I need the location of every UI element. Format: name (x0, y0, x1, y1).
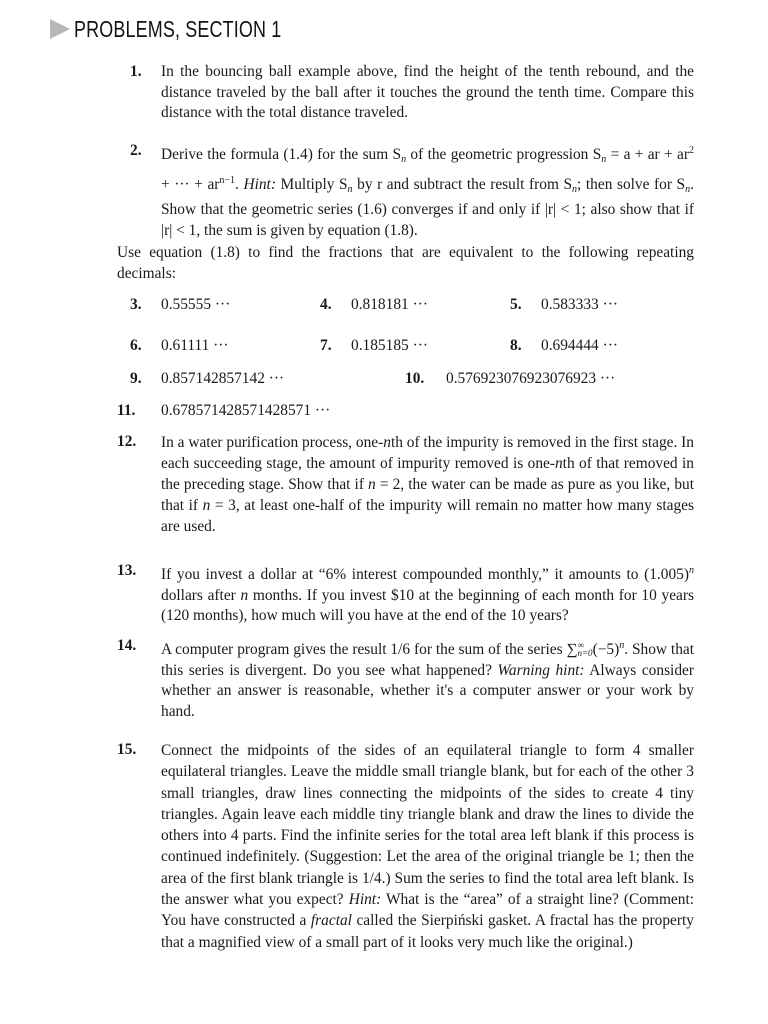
problem-8: 8. 0.694444 ··· (510, 337, 618, 354)
problem-number: 12. (117, 433, 137, 450)
section-header (50, 14, 340, 44)
problem-3: 3. 0.55555 ··· (130, 296, 231, 313)
section-title: PROBLEMS, SECTION 1 (74, 15, 282, 42)
problem-12 (117, 432, 694, 537)
problem-text: Derive the formula (1.4) for the sum Sn of the geometric progression Sn = a + ar + $ar^2$ + ··· + $ar^{n-1}$. Hint: Multiply Sn by r and subtract the result from Sn; then solve for Sn. Show that the geometric series (1.6) converges if and only if |r| < 1; also show that if |r| < 1, the sum is given by equation (1.8). (161, 145, 694, 239)
problem-number: 13. (117, 562, 137, 579)
warning-hint-label: Warning hint: (497, 661, 585, 679)
problem-number: 15. (117, 741, 137, 758)
repeating-decimals-intro: Use equation (1.8) to find the fractions that are equivalent to the following repeating decimals: (117, 244, 694, 282)
problem-11: 11. 0.678571428571428571 ··· (117, 402, 331, 419)
hint-label: Hint: (348, 891, 382, 909)
hint-label: Hint: (243, 175, 276, 193)
problem-2 (130, 141, 694, 241)
problem-9: 9. 0.857142857142 ··· (130, 370, 285, 387)
problem-text: If you invest a dollar at “6% interest compounded monthly,” it amounts to $(1.005)^n$ dollars after n months. If you invest $10 at the beginning of each month for 10 years (120 months), how much will you have at the end of the 10 years? (161, 565, 694, 625)
problem-15 (117, 740, 694, 953)
problem-1 (130, 62, 694, 124)
problem-13 (117, 561, 694, 627)
problem-number: 2. (130, 142, 142, 159)
problem-14 (117, 636, 694, 722)
problem-6: 6. 0.61111 ··· (130, 337, 229, 354)
problem-10: 10. 0.576923076923076923 ··· (405, 370, 616, 387)
problem-number: 1. (130, 63, 142, 80)
problem-number: 14. (117, 637, 137, 654)
triangle-right-icon (50, 19, 70, 39)
problem-4: 4. 0.818181 ··· (320, 296, 428, 313)
problem-text: A computer program gives the result 1/6 for the sum of the series ∑ ∞ n=0 $(-5)^n$. Show that this series is divergent. Do you see what happened? Warning hint: Always consider whether an answer is reasonable, whether it's a computer answer or your work by hand. (161, 640, 695, 720)
problem-7: 7. 0.185185 ··· (320, 337, 428, 354)
problem-5: 5. 0.583333 ··· (510, 296, 618, 313)
problem-text: Connect the midpoints of the sides of an equilateral triangle to form 4 smaller equilateral triangles. Leave the middle small triangle blank, but for each of the other 3 small triangles, draw lines connecting the midpoints of the sides to create 4 tiny triangles. Again leave each middle tiny triangle blank and draw the lines to divide the others into 4 parts. Find the infinite series for the total area left blank if this process is continued indefinitely. (Suggestion: Let the area of the original triangle be 1; then the area of the first blank triangle is 1/4.) Sum the series to find the total area left blank. Is the answer what you expect? Hint: What is the “area” of a straight line? (Comment: You have constructed a fractal called the Sierpiński gasket. A fractal has the property that a magnified view of a small part of it looks very much like the original.) (161, 742, 694, 951)
problem-text: In a water purification process, one-nth of the impurity is removed in the first stage. In each succeeding stage, the amount of impurity removed is one-nth of that removed in the preceding stage. Show that if n = 2, the water can be made as pure as you like, but that if n = 3, at least one-half of the impurity will remain no matter how many stages are used. (161, 434, 694, 535)
problem-text: In the bouncing ball example above, find the height of the tenth rebound, and the distance traveled by the ball after it touches the ground the tenth time. Compare this distance with the total distance traveled. (161, 63, 694, 121)
